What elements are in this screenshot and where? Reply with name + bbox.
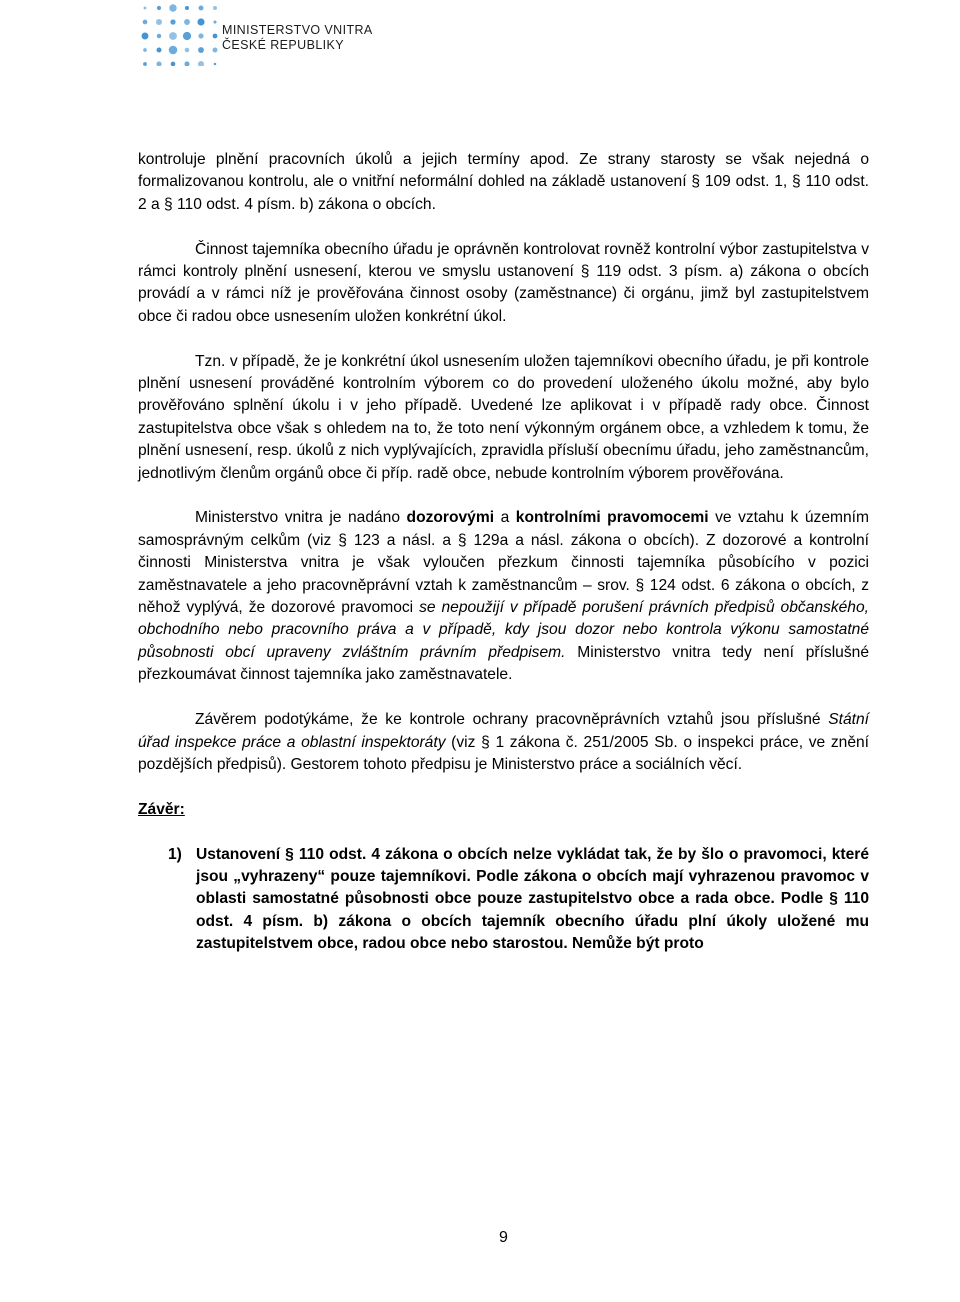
paragraph-4-italic-quote: se nepoužijí v případě porušení právních předpisů občanského, obchodního nebo pracovního práva a v případě, kdy jsou dozor nebo kontrola výkonu samostatné působnosti obcí upraveny zvláštním právním předpisem. [138, 599, 869, 661]
paragraph-4-bold-dozorovymi: dozorovými [406, 509, 495, 527]
paragraph-5-text-a: Závěrem podotýkáme, že ke kontrole ochrany pracovněprávních vztahů jsou příslušné [195, 711, 829, 729]
ministry-name-line2: ČESKÉ REPUBLIKY [222, 38, 345, 52]
ministry-name [222, 23, 373, 53]
paragraph-5 [138, 709, 869, 776]
ministry-name-line1: MINISTERSTVO VNITRA [222, 23, 373, 37]
page-number: 9 [499, 1229, 508, 1246]
ministry-logo [138, 0, 378, 66]
paragraph-5-italic-authority: Státní úřad inspekce práce a oblastní inspektoráty [138, 711, 869, 751]
conclusion-item-text: Ustanovení § 110 odst. 4 zákona o obcích nelze vykládat tak, že by šlo o pravomoci, které jsou „vyhrazeny“ pouze tajemníkovi. Podle zákona o obcích mají vyhrazenou pravomoc v oblasti samostatné působnosti obce pouze zastupitelstvo obce a rada obce. Podle § 110 odst. 4 písm. b) zákona o obcích tajemník obecního úřadu plní úkoly uložené mu zastupitelstvem obce, radou obce nebo starostou. Nemůže být proto [196, 845, 869, 953]
ministry-dots-logo-icon [138, 2, 222, 66]
conclusion-item-number: 1) [168, 845, 182, 863]
paragraph-4-text-e: ve vztahu k územním samosprávným celkům (viz § 123 a násl. a § 129a a násl. zákona o obcích). Z dozorové a kontrolní činnosti Ministerstva vnitra je však vyloučen přezkum činnosti tajemníka působícího v pozici zaměstnavatele a jeho pracovněprávní vztah k zaměstnancům – srov. § 124 odst. 6 zákona o obcích, z něhož vyplývá, že dozorové pravomoci [138, 509, 869, 617]
paragraph-2: Činnost tajemníka obecního úřadu je oprávněn kontrolovat rovněž kontrolní výbor zastupitelstva v rámci kontroly plnění usnesení, kterou ve smyslu ustanovení § 119 odst. 3 písm. a) zákona o obcích provádí a v rámci níž je prověřována činnost osoby (zaměstnance) či orgánu, jimž byl zastupitelstvem obce či radou obce usnesením uložen konkrétní úkol. [138, 240, 869, 325]
paragraph-4 [138, 507, 869, 686]
paragraph-4-text-c: a [494, 509, 516, 527]
paragraph-4-text-a: Ministerstvo vnitra je nadáno [195, 509, 407, 527]
conclusion-heading: Závěr: [138, 800, 185, 818]
document-body [138, 149, 869, 956]
paragraph-3: Tzn. v případě, že je konkrétní úkol usnesením uložen tajemníkovi obecního úřadu, je při kontrole plnění usnesení prováděné kontrolním výborem co do provedení uloženého úkolu možné, aby bylo prověřováno splnění úkolu i v jeho případě. Uvedené lze aplikovat i v případě rady obce. Činnost zastupitelstva obce však s ohledem na to, že toto není výkonným orgánem obce, a vzhledem k tomu, že plnění usnesení, resp. úkolů z nich vyplývajících, zpravidla přísluší obecnímu úřadu, jeho zaměstnancům, jednotlivým členům orgánů obce či příp. radě obce, nebude kontrolním výborem prověřována. [138, 352, 869, 482]
paragraph-4-bold-kontrolnimi: kontrolními pravomocemi [515, 509, 709, 527]
conclusion-list [138, 844, 869, 956]
conclusion-item-1 [168, 844, 869, 956]
paragraph-4-text-g: Ministerstvo vnitra tedy není příslušné přezkoumávat činnost tajemníka jako zaměstnavatele. [138, 643, 869, 684]
paragraph-1: kontroluje plnění pracovních úkolů a jejich termíny apod. Ze strany starosty se však nejedná o formalizovanou kontrolu, ale o vnitřní neformální dohled na základě ustanovení § 109 odst. 1, § 110 odst. 2 a § 110 odst. 4 písm. b) zákona o obcích. [138, 151, 869, 213]
paragraph-5-text-c: (viz § 1 zákona č. 251/2005 Sb. o inspekci práce, ve znění pozdějších předpisů). Gestorem tohoto předpisu je Ministerstvo práce a sociálních věcí. [138, 733, 869, 773]
